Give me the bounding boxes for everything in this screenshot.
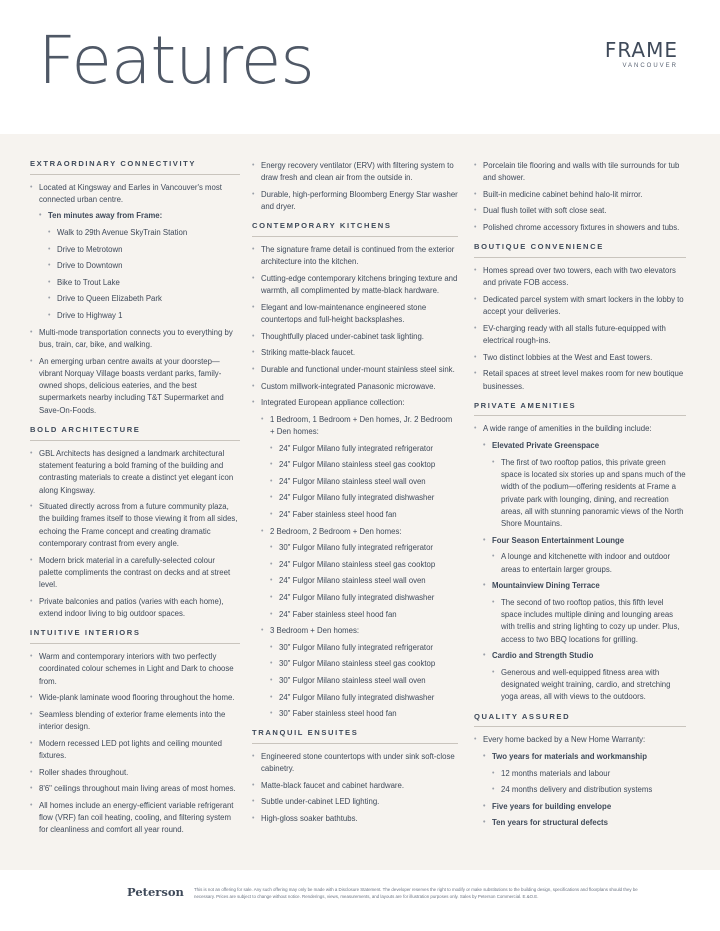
brand-name: FRAME: [604, 38, 678, 62]
feature-item: • Mountainview Dining Terrace: [483, 580, 686, 592]
section-heading: BOUTIQUE CONVENIENCE: [474, 243, 686, 258]
feature-list: [30, 448, 240, 621]
section-heading: CONTEMPORARY KITCHENS: [252, 222, 458, 237]
feature-item: • Retail spaces at street level makes room for new boutique businesses.: [474, 368, 686, 393]
brand-subtitle: VANCOUVER: [622, 63, 678, 69]
feature-item: • Built-in medicine cabinet behind halo-lit mirror.: [474, 189, 686, 201]
feature-list: [30, 651, 240, 837]
feature-item: • 8'6" ceilings throughout main living areas of most homes.: [30, 783, 240, 795]
feature-item: • Multi-mode transportation connects you to everything by bus, train, car, bike, and walking.: [30, 327, 240, 352]
feature-item: • Cutting-edge contemporary kitchens bringing texture and warmth, all complimented by matte-black hardware.: [252, 273, 458, 298]
feature-item: • Striking matte-black faucet.: [252, 347, 458, 359]
feature-item: • Wide-plank laminate wood flooring throughout the home.: [30, 692, 240, 704]
feature-item: • Bike to Trout Lake: [48, 277, 240, 289]
feature-item: • Situated directly across from a future community plaza, the building frames itself to those viewing it from all sides, echoing the Frame concept and creating dramatic contemporary contrast from every angle.: [30, 501, 240, 550]
feature-item: • A lounge and kitchenette with indoor and outdoor areas to entertain larger groups.: [492, 551, 686, 576]
feature-item: • Warm and contemporary interiors with two perfectly coordinated colour schemes in Light and Dark to choose from.: [30, 651, 240, 688]
feature-item: • Custom millwork-integrated Panasonic microwave.: [252, 381, 458, 393]
feature-item: • Energy recovery ventilator (ERV) with filtering system to draw fresh and clean air from the outside in.: [252, 160, 458, 185]
feature-item: • 24" Fulgor Milano fully integrated refrigerator: [270, 443, 458, 455]
feature-item: • Seamless blending of exterior frame elements into the interior design.: [30, 709, 240, 734]
feature-item: • Private balconies and patios (varies with each home), extend indoor living to big outdoor spaces.: [30, 596, 240, 621]
feature-item: • Located at Kingsway and Earles in Vancouver's most connected urban centre.: [30, 182, 240, 207]
feature-item: • Two distinct lobbies at the West and East towers.: [474, 352, 686, 364]
feature-item: • 24" Fulgor Milano fully integrated dishwasher: [270, 692, 458, 704]
feature-item: • Generous and well-equipped fitness area with designated weight training, cardio, and stretching yoga areas, all with views to the outdoors.: [492, 667, 686, 704]
feature-item: • EV-charging ready with all stalls future-equipped with electrical rough-ins.: [474, 323, 686, 348]
features-column-1: [30, 160, 240, 841]
section-heading: EXTRAORDINARY CONNECTIVITY: [30, 160, 240, 175]
feature-item: • 24" Fulgor Milano fully integrated dishwasher: [270, 592, 458, 604]
feature-item: • Thoughtfully placed under-cabinet task lighting.: [252, 331, 458, 343]
feature-item: • 30" Fulgor Milano stainless steel gas cooktop: [270, 658, 458, 670]
feature-item: • Dedicated parcel system with smart lockers in the lobby to accept your deliveries.: [474, 294, 686, 319]
feature-item: • 1 Bedroom, 1 Bedroom + Den homes, Jr. 2 Bedroom + Den homes:: [261, 414, 458, 439]
section-heading: TRANQUIL ENSUITES: [252, 729, 458, 744]
feature-item: • 30" Fulgor Milano fully integrated refrigerator: [270, 642, 458, 654]
feature-item: • 30" Fulgor Milano stainless steel wall oven: [270, 675, 458, 687]
feature-item: • 24" Faber stainless steel hood fan: [270, 509, 458, 521]
feature-item: • Homes spread over two towers, each with two elevators and private FOB access.: [474, 265, 686, 290]
feature-item: • All homes include an energy-efficient variable refrigerant flow (VRF) fan coil heating, cooling, and filtering system for cleanliness and comfort all year round.: [30, 800, 240, 837]
feature-item: • 12 months materials and labour: [492, 768, 686, 780]
feature-item: • Drive to Downtown: [48, 260, 240, 272]
feature-item: • 24" Fulgor Milano stainless steel gas cooktop: [270, 459, 458, 471]
feature-list: [252, 160, 458, 213]
section-heading: PRIVATE AMENITIES: [474, 402, 686, 417]
section-heading: INTUITIVE INTERIORS: [30, 629, 240, 644]
brand-logo: [605, 40, 678, 69]
feature-item: • 24" Fulgor Milano fully integrated dishwasher: [270, 492, 458, 504]
feature-item: • Modern recessed LED pot lights and ceiling mounted fixtures.: [30, 738, 240, 763]
feature-item: • Five years for building envelope: [483, 801, 686, 813]
section-heading: QUALITY ASSURED: [474, 713, 686, 728]
developer-logo: Peterson: [127, 885, 184, 899]
feature-item: • 24" Fulgor Milano stainless steel wall oven: [270, 575, 458, 587]
feature-item: • The signature frame detail is continued from the exterior architecture into the kitchen.: [252, 244, 458, 269]
feature-list: [474, 160, 686, 234]
feature-item: • GBL Architects has designed a landmark architectural statement featuring a bold framing of the building and contrasting materials to create a distinct yet elegant icon along Kingsway.: [30, 448, 240, 497]
feature-item: • Drive to Highway 1: [48, 310, 240, 322]
feature-item: • Drive to Metrotown: [48, 244, 240, 256]
features-column-3: [474, 160, 686, 834]
feature-list: [474, 265, 686, 393]
feature-item: • 24" Fulgor Milano stainless steel gas cooktop: [270, 559, 458, 571]
feature-item: • Integrated European appliance collection:: [252, 397, 458, 409]
feature-item: • Polished chrome accessory fixtures in showers and tubs.: [474, 222, 686, 234]
feature-item: • Durable, high-performing Bloomberg Energy Star washer and dryer.: [252, 189, 458, 214]
feature-item: • 3 Bedroom + Den homes:: [261, 625, 458, 637]
feature-item: • The first of two rooftop patios, this private green space is located six stories up and spans much of the width of the podium—offering residents at Frame a private park with lounging, dining, and recreation areas, all with stunning panoramic views of the North Shore Mountains.: [492, 457, 686, 531]
feature-item: • Roller shades throughout.: [30, 767, 240, 779]
feature-list: [474, 423, 686, 703]
feature-item: • Ten minutes away from Frame:: [39, 210, 240, 222]
feature-item: • Two years for materials and workmanship: [483, 751, 686, 763]
feature-item: • Walk to 29th Avenue SkyTrain Station: [48, 227, 240, 239]
feature-item: • The second of two rooftop patios, this fifth level space includes multiple dining and lounging areas with trellis and string lighting to cozy up under. Plus, access to two BBQ locations for grilling.: [492, 597, 686, 646]
feature-item: • Every home backed by a New Home Warranty:: [474, 734, 686, 746]
feature-item: • Dual flush toilet with soft close seat.: [474, 205, 686, 217]
feature-item: • Matte-black faucet and cabinet hardware.: [252, 780, 458, 792]
footer: [0, 870, 720, 931]
header: [0, 0, 720, 134]
feature-item: • 24" Fulgor Milano stainless steel wall oven: [270, 476, 458, 488]
feature-item: • Drive to Queen Elizabeth Park: [48, 293, 240, 305]
feature-item: • Four Season Entertainment Lounge: [483, 535, 686, 547]
feature-item: • Elevated Private Greenspace: [483, 440, 686, 452]
feature-item: • 24 months delivery and distribution systems: [492, 784, 686, 796]
feature-item: • Elegant and low-maintenance engineered stone countertops and full-height backsplashes.: [252, 302, 458, 327]
feature-list: [474, 734, 686, 829]
feature-item: • 30" Faber stainless steel hood fan: [270, 708, 458, 720]
feature-item: • Cardio and Strength Studio: [483, 650, 686, 662]
feature-item: • Porcelain tile flooring and walls with tile surrounds for tub and shower.: [474, 160, 686, 185]
section-heading: BOLD ARCHITECTURE: [30, 426, 240, 441]
feature-item: • An emerging urban centre awaits at your doorstep—vibrant Norquay Village boasts verdant parks, family-owned shops, delicious eateries, and the best supermarkets nearby including T&T Supermarket and Save-On-Foods.: [30, 356, 240, 417]
feature-item: • 2 Bedroom, 2 Bedroom + Den homes:: [261, 526, 458, 538]
legal-disclaimer: This is not an offering for sale. Any such offering may only be made with a Disclosure Statement. The developer reserves the right to modify or make substitutions to the building design, specifications and floorplans should they be necessary. Prices are subject to change without notice. Renderings, views, measurements, and layouts are for illustration purposes only. Sales by Peterson Commercial. E.&O.E.: [194, 887, 638, 899]
feature-item: • Engineered stone countertops with under sink soft-close cabinetry.: [252, 751, 458, 776]
feature-item: • A wide range of amenities in the building include:: [474, 423, 686, 435]
feature-item: • Durable and functional under-mount stainless steel sink.: [252, 364, 458, 376]
feature-item: • 30" Fulgor Milano fully integrated refrigerator: [270, 542, 458, 554]
feature-item: • Subtle under-cabinet LED lighting.: [252, 796, 458, 808]
feature-item: • High-gloss soaker bathtubs.: [252, 813, 458, 825]
feature-list: [252, 751, 458, 825]
feature-item: • Ten years for structural defects: [483, 817, 686, 829]
feature-list: [30, 182, 240, 417]
feature-item: • Modern brick material in a carefully-selected colour palette compliments the contrast on decks and at street level.: [30, 555, 240, 592]
page-title: Features: [38, 22, 314, 99]
features-column-2: [252, 160, 458, 830]
feature-list: [252, 244, 458, 720]
feature-item: • 24" Faber stainless steel hood fan: [270, 609, 458, 621]
